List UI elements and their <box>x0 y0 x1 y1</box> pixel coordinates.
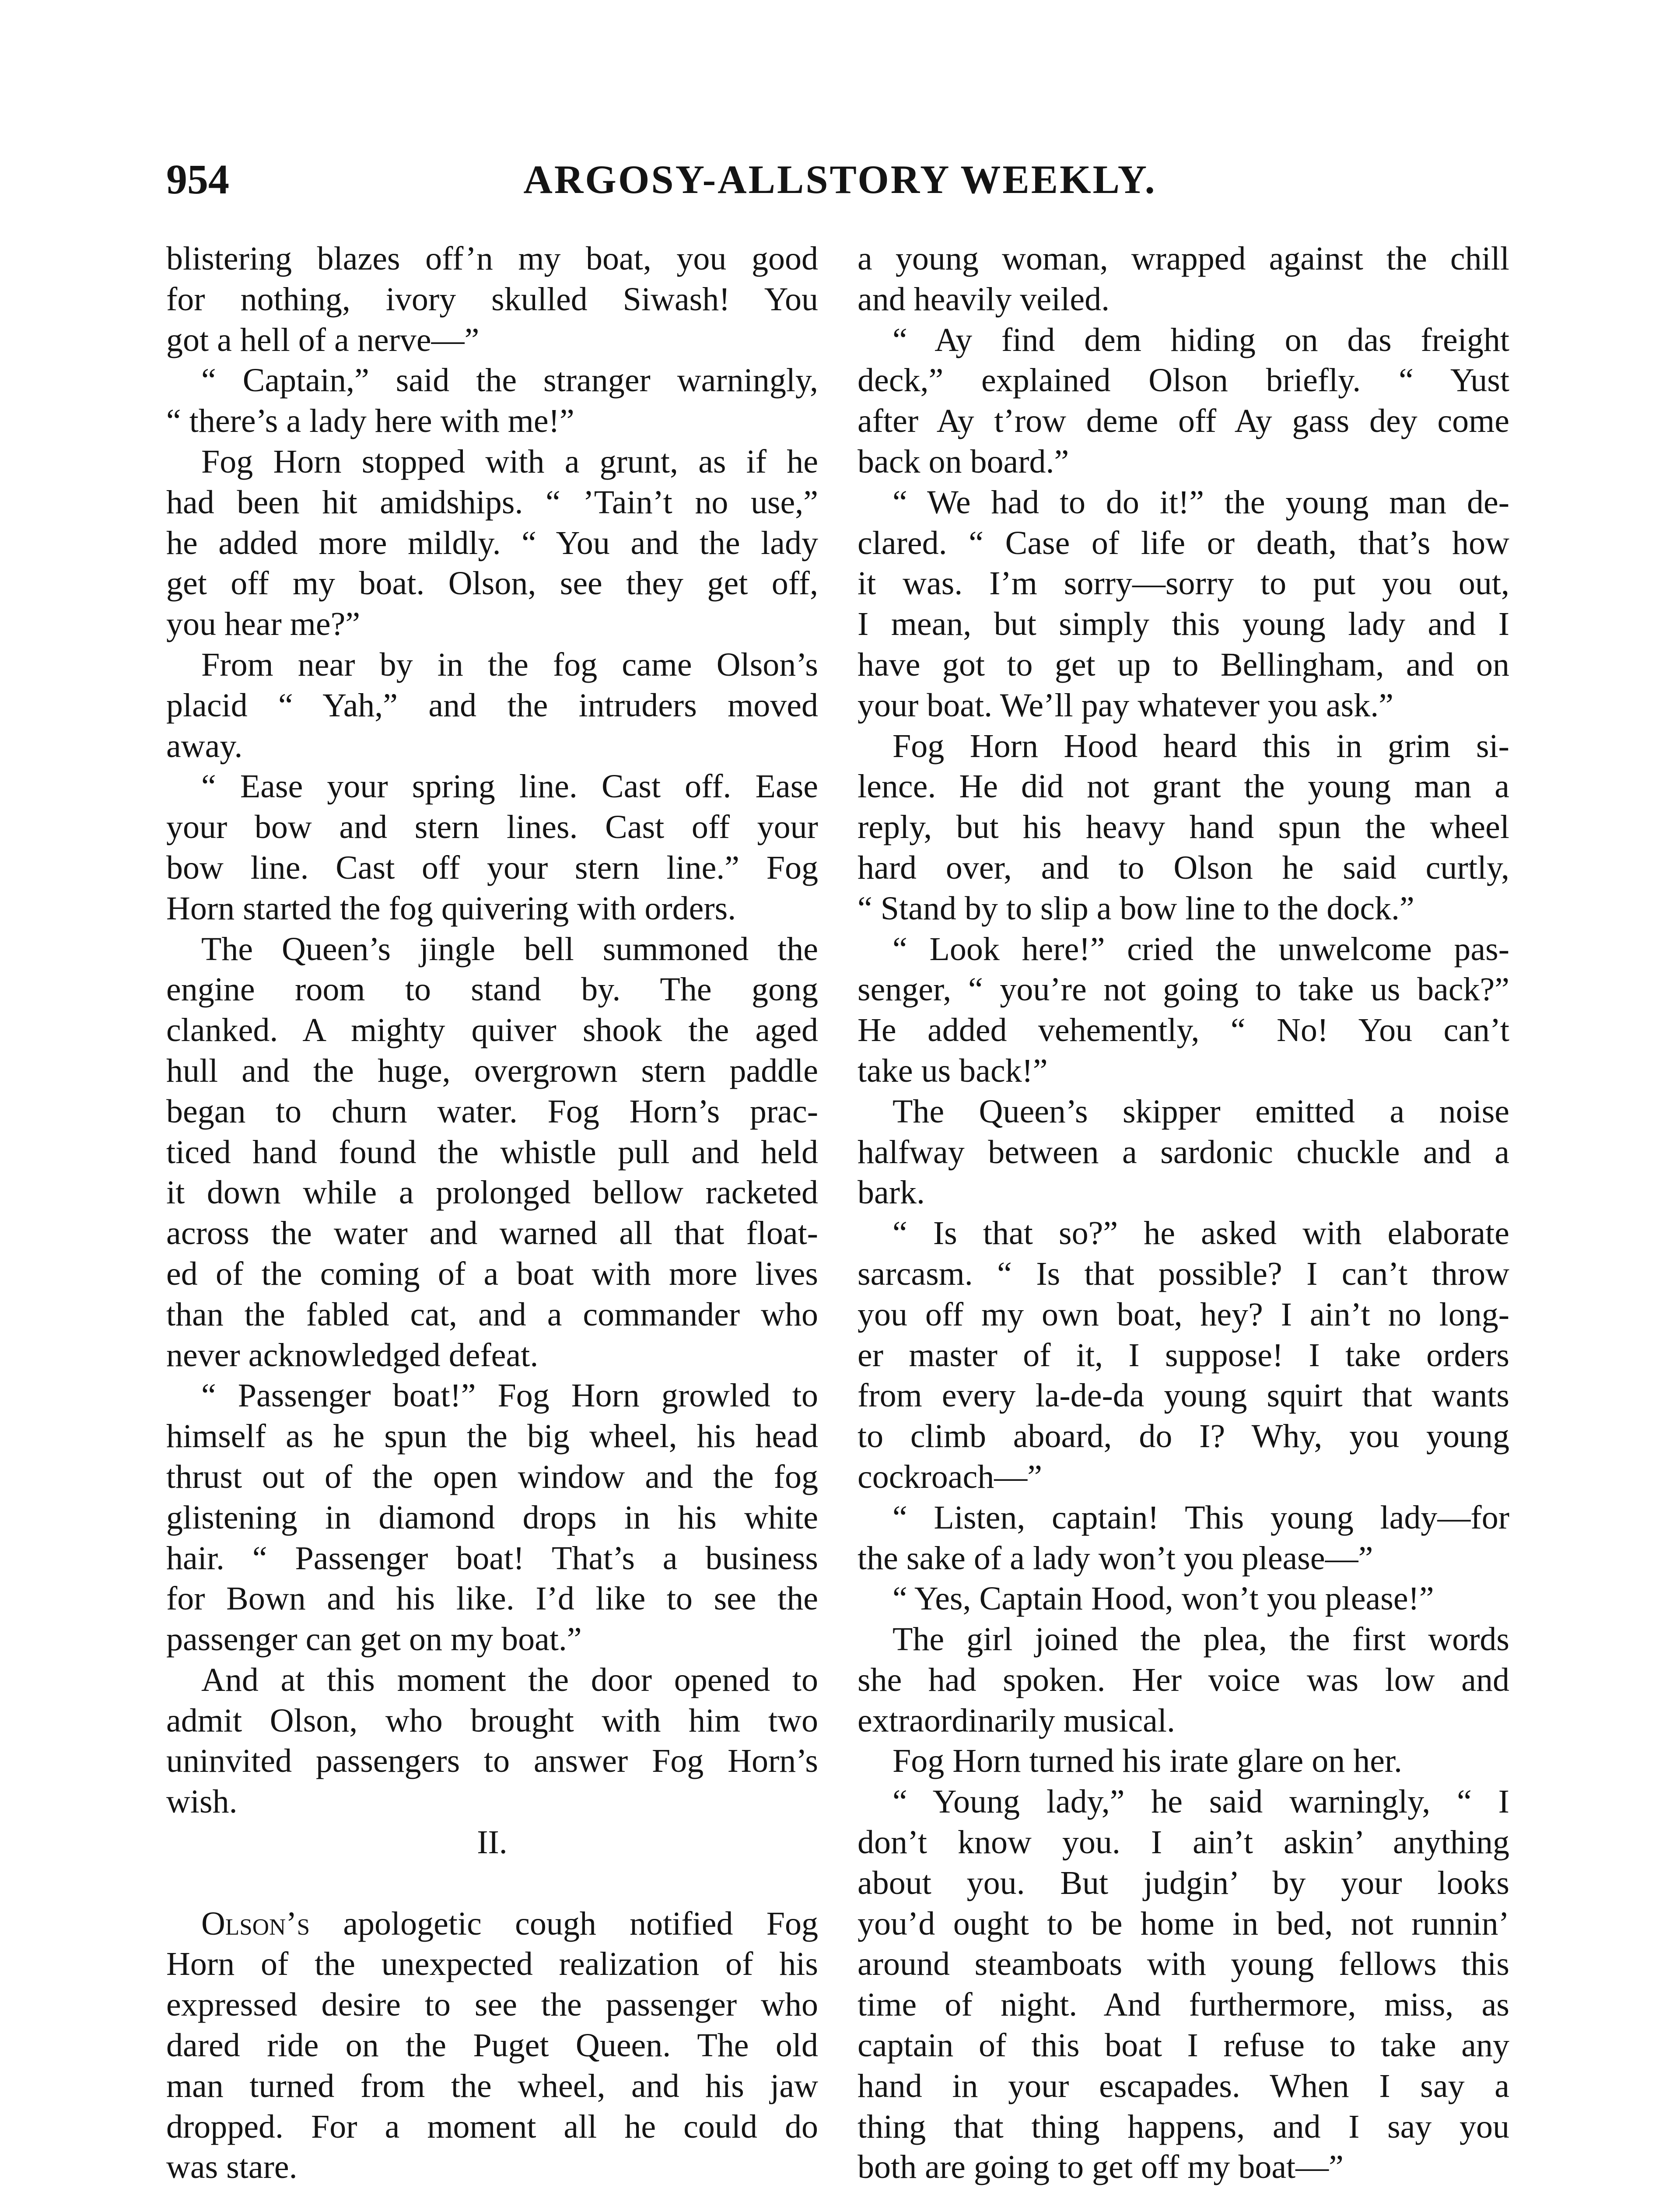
running-head-title: ARGOSY-ALLSTORY WEEKLY. <box>523 157 1157 202</box>
text-line: hull and the huge, overgrown stern paddle <box>166 1052 818 1089</box>
right-column <box>858 238 1509 2188</box>
left-column <box>166 238 818 2188</box>
text-line: “ Is that so?” he asked with elaborate <box>892 1215 1509 1252</box>
text-line: The girl joined the plea, the first words <box>892 1621 1509 1658</box>
text-line: Fog Horn turned his irate glare on her. <box>892 1743 1403 1780</box>
text-line-rest: apologetic cough notified Fog <box>343 1905 818 1942</box>
text-line: passenger can get on my boat.” <box>166 1621 582 1658</box>
text-line: The Queen’s skipper emitted a noise <box>892 1093 1509 1130</box>
text-line: for Bown and his like. I’d like to see the <box>166 1580 818 1617</box>
text-line: deck,” explained Olson briefly. “ Yust <box>858 362 1509 399</box>
text-line: admit Olson, who brought with him two <box>166 1702 818 1739</box>
text-line: “ Captain,” said the stranger warningly, <box>201 362 818 399</box>
text-line: I mean, but simply this young lady and I <box>858 606 1509 643</box>
text-line: “ Passenger boat!” Fog Horn growled to <box>201 1377 818 1414</box>
text-line: time of night. And furthermore, miss, as <box>858 1986 1509 2023</box>
page-header <box>0 149 1680 210</box>
text-line: don’t know you. I ain’t askin’ anything <box>858 1824 1509 1861</box>
text-line: hard over, and to Olson he said curtly, <box>858 849 1509 886</box>
text-line: uninvited passengers to answer Fog Horn’s <box>166 1743 818 1780</box>
section-spacer <box>166 1863 818 1904</box>
text-line <box>166 1904 818 1944</box>
text-line: back on board.” <box>858 443 1069 480</box>
drop-word: Olson’s <box>201 1905 310 1942</box>
text-line: was stare. <box>166 2149 298 2186</box>
text-line: Fog Horn stopped with a grunt, as if he <box>201 443 818 480</box>
text-line: both are going to get off my boat—” <box>858 2149 1344 2186</box>
text-line: dropped. For a moment all he could do <box>166 2108 818 2145</box>
text-line: across the water and warned all that float- <box>166 1215 818 1252</box>
text-line: hand in your escapades. When I say a <box>858 2067 1509 2104</box>
text-line: thrust out of the open window and the fog <box>166 1458 818 1495</box>
text-line: ed of the coming of a boat with more lives <box>166 1255 818 1292</box>
text-line: for nothing, ivory skulled Siwash! You <box>166 281 818 318</box>
text-line: about you. But judgin’ by your looks <box>858 1864 1509 1901</box>
text-line: you off my own boat, hey? I ain’t no long- <box>858 1296 1509 1333</box>
text-line: got a hell of a nerve—” <box>166 321 480 358</box>
text-line: Fog Horn Hood heard this in grim si- <box>892 727 1509 764</box>
text-line: engine room to stand by. The gong <box>166 971 818 1008</box>
text-line: clared. “ Case of life or death, that’s how <box>858 524 1509 561</box>
text-line: around steamboats with young fellows this <box>858 1946 1509 1983</box>
text-line: he added more mildly. “ You and the lady <box>166 524 818 561</box>
text-line: extraordinarily musical. <box>858 1702 1175 1739</box>
text-line: get off my boat. Olson, see they get off, <box>166 565 818 602</box>
text-line: dared ride on the Puget Queen. The old <box>166 2027 818 2064</box>
text-line: Horn started the fog quivering with orders. <box>166 890 736 927</box>
text-line: “ Yes, Captain Hood, won’t you please!” <box>892 1580 1434 1617</box>
text-line: captain of this boat I refuse to take any <box>858 2027 1509 2064</box>
text-line: “ Ay find dem hiding on das freight <box>892 321 1509 358</box>
text-line: cockroach—” <box>858 1458 1042 1495</box>
text-line: halfway between a sardonic chuckle and a <box>858 1133 1509 1171</box>
text-line: reply, but his heavy hand spun the wheel <box>858 809 1509 846</box>
text-line: than the fabled cat, and a commander who <box>166 1296 818 1333</box>
text-line: to climb aboard, do I? Why, you young <box>858 1418 1509 1455</box>
text-line: er master of it, I suppose! I take orders <box>858 1336 1509 1374</box>
text-line: The Queen’s jingle bell summoned the <box>201 930 818 968</box>
text-line: “ Look here!” cried the unwelcome pas- <box>892 930 1509 968</box>
text-line: and heavily veiled. <box>858 281 1110 318</box>
text-line: He added vehemently, “ No! You can’t <box>858 1012 1509 1049</box>
text-line: your bow and stern lines. Cast off your <box>166 809 818 846</box>
text-line: the sake of a lady won’t you please—” <box>858 1539 1373 1577</box>
text-line: himself as he spun the big wheel, his head <box>166 1418 818 1455</box>
text-line: had been hit amidships. “ ’Tain’t no use,” <box>166 484 818 521</box>
text-line: she had spoken. Her voice was low and <box>858 1661 1509 1698</box>
text-line: “ Stand by to slip a bow line to the dock.” <box>858 890 1414 927</box>
text-line: you hear me?” <box>166 606 360 643</box>
text-line: senger, “ you’re not going to take us back?” <box>858 971 1509 1008</box>
text-line: it was. I’m sorry—sorry to put you out, <box>858 565 1509 602</box>
text-line: clanked. A mighty quiver shook the aged <box>166 1012 818 1049</box>
text-line: “ Ease your spring line. Cast off. Ease <box>201 768 818 805</box>
text-line: after Ay t’row deme off Ay gass dey come <box>858 403 1509 440</box>
section-heading: II. <box>477 1824 508 1861</box>
text-line: wish. <box>166 1783 238 1820</box>
text-line: began to churn water. Fog Horn’s prac- <box>166 1093 818 1130</box>
text-line: ticed hand found the whistle pull and held <box>166 1133 818 1171</box>
text-line: “ there’s a lady here with me!” <box>166 403 574 440</box>
text-line: bark. <box>858 1174 925 1211</box>
text-line: it down while a prolonged bellow racketed <box>166 1174 818 1211</box>
text-line: lence. He did not grant the young man a <box>858 768 1509 805</box>
text-line: bow line. Cast off your stern line.” Fog <box>166 849 818 886</box>
text-line: hair. “ Passenger boat! That’s a business <box>166 1539 818 1577</box>
text-line: And at this moment the door opened to <box>201 1661 818 1698</box>
text-line: thing that thing happens, and I say you <box>858 2108 1509 2145</box>
text-line: From near by in the fog came Olson’s <box>201 646 818 683</box>
page-number: 954 <box>166 156 229 203</box>
text-line: take us back!” <box>858 1052 1048 1089</box>
text-line: blistering blazes off’n my boat, you good <box>166 240 818 277</box>
text-line: have got to get up to Bellingham, and on <box>858 646 1509 683</box>
text-line: glistening in diamond drops in his white <box>166 1499 818 1536</box>
text-line: a young woman, wrapped against the chill <box>858 240 1509 277</box>
text-line: “ We had to do it!” the young man de- <box>892 484 1509 521</box>
text-line: your boat. We’ll pay whatever you ask.” <box>858 687 1393 724</box>
text-line: away. <box>166 727 243 764</box>
text-line: you’d ought to be home in bed, not runnin’ <box>858 1905 1509 1942</box>
text-line: man turned from the wheel, and his jaw <box>166 2067 818 2104</box>
text-line: placid “ Yah,” and the intruders moved <box>166 687 818 724</box>
text-line: expressed desire to see the passenger who <box>166 1986 818 2023</box>
text-line: sarcasm. “ Is that possible? I can’t throw <box>858 1255 1509 1292</box>
text-line: never acknowledged defeat. <box>166 1336 539 1374</box>
text-line: “ Listen, captain! This young lady—for <box>892 1499 1509 1536</box>
text-line: “ Young lady,” he said warningly, “ I <box>892 1783 1509 1820</box>
text-line: from every la-de-da young squirt that wants <box>858 1377 1509 1414</box>
text-line: Horn of the unexpected realization of his <box>166 1946 818 1983</box>
